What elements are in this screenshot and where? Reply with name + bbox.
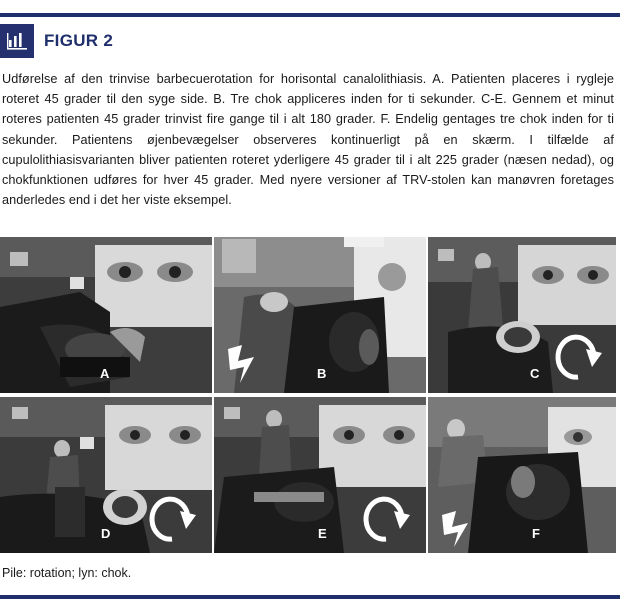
figure-caption: Udførelse af den trinvise barbecuerotation for horisontal canalolithiasis. A. Patienten placeres i rygleje roteret 45 grader til den syge side. B. Tre chok appliceres inden for ti sekunder. C-E. Gennem et minut roteres patienten 45 grader trinvist fire gange til i alt 180 grader. F. Endelig gentages tre chok inden for ti sekunder. Patientens øjenbevægelser observeres kontinuerligt på en skærm. I tilfælde af cupulolithiasisvarianten bliver patienten roteret yderligere 45 grader til i alt 225 grader (næsen nedad), og chokfunktionen udføres for hver 45 grader. Med nyere versioner af TRV-stolen kan manøvren foretages anderledes end i det her viste eksempel. xyxy=(2,72,614,208)
photo-panel-b xyxy=(214,237,426,393)
figure-title: FIGUR 2 xyxy=(44,31,114,50)
photo-panel-e xyxy=(214,397,426,553)
panel-letter-e: E xyxy=(318,526,327,541)
photo-grid xyxy=(0,237,616,553)
photo-panel-a xyxy=(0,237,212,393)
photo-panel-c xyxy=(428,237,616,393)
photo-panel-f xyxy=(428,397,616,553)
top-rule xyxy=(0,13,620,17)
bar-chart-icon xyxy=(0,24,34,58)
photo-panel-d xyxy=(0,397,212,553)
bottom-rule xyxy=(0,595,620,599)
rotation-arrow-icon xyxy=(428,237,616,393)
figure-header xyxy=(0,24,620,58)
panel-letter-d: D xyxy=(101,526,111,541)
lightning-icon xyxy=(428,397,616,553)
panel-letter-b: B xyxy=(317,366,327,381)
figure-footnote: Pile: rotation; lyn: chok. xyxy=(2,566,132,580)
panel-letter-c: C xyxy=(530,366,540,381)
panel-letter-f: F xyxy=(532,526,540,541)
panel-letter-a: A xyxy=(100,366,110,381)
